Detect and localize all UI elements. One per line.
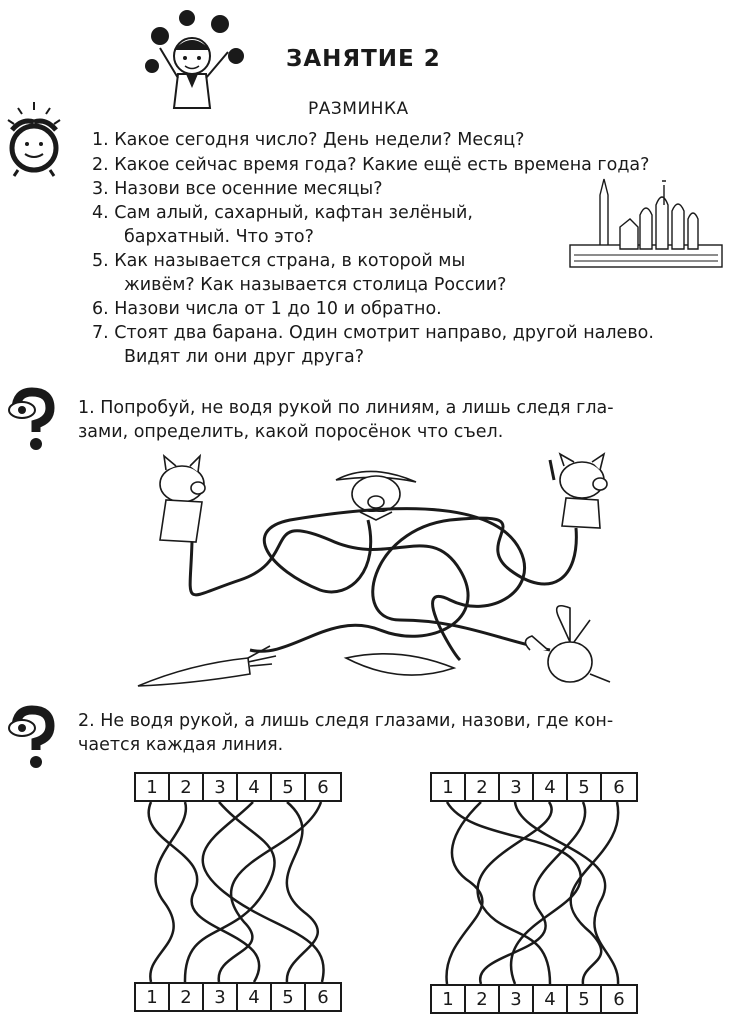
left-bottom-numbers	[134, 982, 342, 1012]
right-top-numbers	[430, 772, 638, 802]
right-top-cell: 3	[500, 774, 534, 800]
right-bottom-cell: 6	[613, 988, 625, 1010]
right-top-cell: 6	[613, 776, 625, 798]
warmup-question-6: 6. Назови числа от 1 до 10 и обратно.	[92, 299, 442, 319]
page-title: ЗАНЯТИЕ 2	[286, 46, 441, 72]
right-top-cell: 5	[568, 774, 602, 800]
kremlin-icon	[570, 175, 722, 273]
left-bottom-cell: 3	[204, 984, 238, 1010]
left-top-cell: 4	[238, 774, 272, 800]
warmup-question-5-cont: живём? Как называется столица России?	[124, 275, 507, 295]
warmup-question-4: 4. Сам алый, сахарный, кафтан зелёный,	[92, 203, 473, 223]
warmup-question-5: 5. Как называется страна, в которой мы	[92, 251, 466, 271]
warmup-question-7-cont: Видят ли они друг друга?	[124, 347, 365, 367]
cucumber-icon	[346, 654, 454, 675]
alarm-clock-icon	[4, 100, 64, 176]
warmup-question-2: 2. Какое сейчас время года? Какие ещё есть времена года?	[92, 155, 650, 175]
pig-maze	[130, 450, 630, 695]
left-line-maze	[134, 802, 342, 982]
left-top-cell: 3	[204, 774, 238, 800]
task1-line-2: зами, определить, какой поросёнок что съел.	[78, 422, 504, 442]
right-bottom-cell: 5	[568, 986, 602, 1012]
left-bottom-cell: 1	[136, 984, 170, 1010]
left-top-cell: 2	[170, 774, 204, 800]
left-bottom-cell: 2	[170, 984, 204, 1010]
warmup-question-4-cont: бархатный. Что это?	[124, 227, 314, 247]
left-top-cell: 5	[272, 774, 306, 800]
right-top-cell: 2	[466, 774, 500, 800]
question-eye-icon	[6, 388, 54, 450]
right-top-cell: 1	[432, 774, 466, 800]
warmup-title: РАЗМИНКА	[308, 99, 409, 119]
right-bottom-numbers	[430, 984, 638, 1014]
question-eye-icon	[6, 706, 54, 768]
left-top-numbers	[134, 772, 342, 802]
right-bottom-cell: 1	[432, 986, 466, 1012]
right-bottom-cell: 2	[466, 986, 500, 1012]
left-top-cell: 6	[317, 776, 329, 798]
pig-icon	[160, 456, 205, 542]
right-top-cell: 4	[534, 774, 568, 800]
juggler-boy-icon	[140, 8, 250, 118]
warmup-question-3: 3. Назови все осенние месяцы?	[92, 179, 383, 199]
task2-line-1: 2. Не водя рукой, а лишь следя глазами, назови, где кон-	[78, 711, 614, 731]
warmup-question-7: 7. Стоят два барана. Один смотрит направо, другой налево.	[92, 323, 654, 343]
left-bottom-cell: 6	[317, 986, 329, 1008]
left-bottom-cell: 4	[238, 984, 272, 1010]
right-bottom-cell: 4	[534, 986, 568, 1012]
task2-line-2: чается каждая линия.	[78, 735, 284, 755]
left-top-cell: 1	[136, 774, 170, 800]
task1-line-1: 1. Попробуй, не водя рукой по линиям, а лишь следя гла-	[78, 398, 614, 418]
right-bottom-cell: 3	[500, 986, 534, 1012]
right-line-maze	[430, 802, 638, 984]
warmup-question-1: 1. Какое сегодня число? День недели? Месяц?	[92, 130, 525, 150]
beet-icon	[525, 606, 610, 682]
pig-icon	[550, 454, 607, 528]
left-bottom-cell: 5	[272, 984, 306, 1010]
